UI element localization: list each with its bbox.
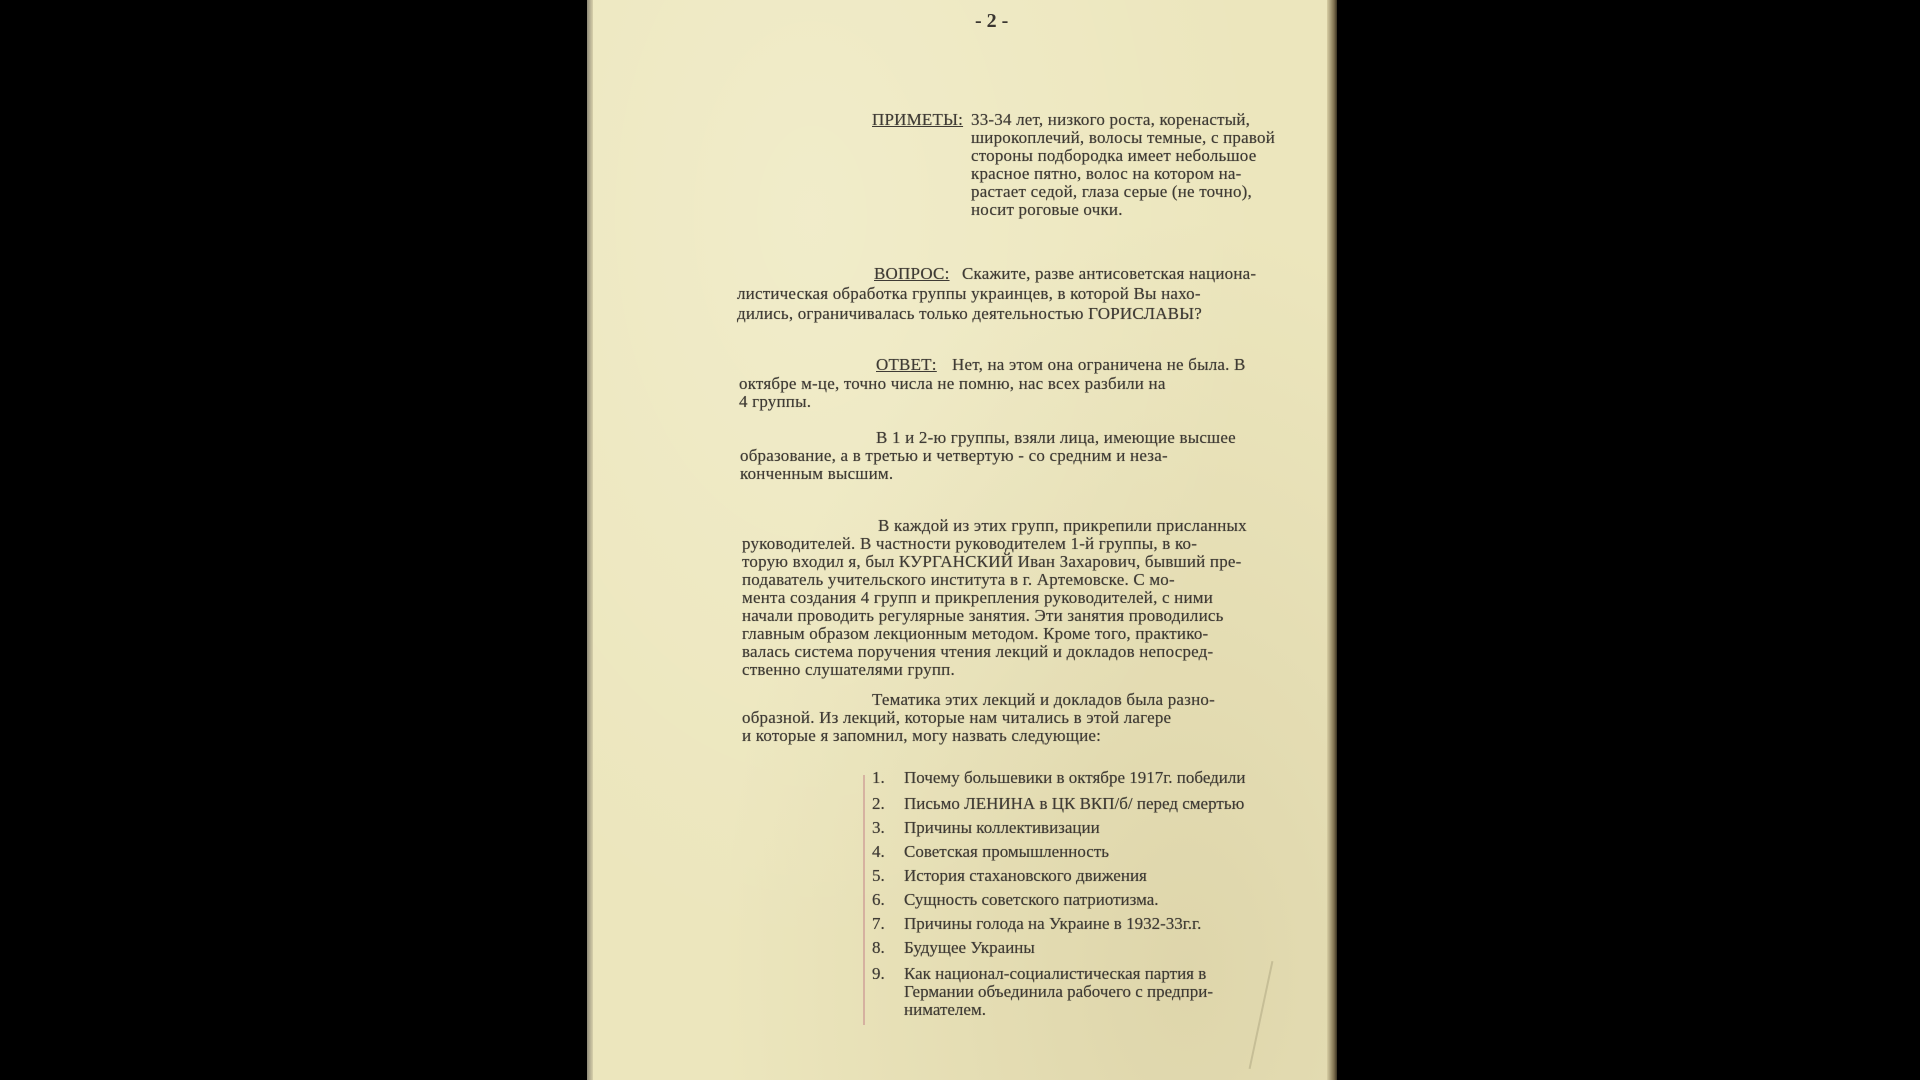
paragraph-line: начали проводить регулярные занятия. Эти занятия проводились (742, 606, 1224, 625)
answer-line: Нет, на этом она ограничена не была. В (952, 355, 1246, 374)
list-text: Причины голода на Украине в 1932-33г.г. (904, 914, 1202, 933)
answer-line: 4 группы. (739, 392, 812, 411)
answer-label: ОТВЕТ: (876, 355, 937, 374)
paragraph-line: руководителей. В частности руководителем 1-й группы, в ко- (742, 534, 1198, 553)
list-text: нимателем. (904, 1000, 986, 1019)
page-left-edge (587, 0, 593, 1080)
paragraph-line: образной. Из лекций, которые нам читались в этой лагере (742, 708, 1172, 727)
description-line: широкоплечий, волосы темные, с правой (971, 128, 1275, 147)
paragraph-line: мента создания 4 групп и прикрепления руководителей, с ними (742, 588, 1214, 607)
list-number: 5. (872, 866, 885, 885)
paragraph-line: главным образом лекционным методом. Кроме того, практико- (742, 624, 1209, 643)
description-line: красное пятно, волос на котором на- (971, 164, 1242, 183)
list-text: Как национал-социалистическая партия в (904, 964, 1207, 983)
list-number: 8. (872, 938, 885, 957)
description-line: 33-34 лет, низкого роста, коренастый, (971, 110, 1251, 129)
list-number: 2. (872, 794, 885, 813)
question-line: дились, ограничивалась только деятельностью ГОРИСЛАВЫ? (737, 304, 1202, 323)
answer-line: октябре м-це, точно числа не помню, нас всех разбили на (739, 374, 1166, 393)
paragraph-line: конченным высшим. (740, 464, 894, 483)
paragraph-line: подаватель учительского института в г. Артемовске. С мо- (742, 570, 1175, 589)
lecture-list-item (872, 982, 1213, 1002)
question-label: ВОПРОС: (874, 264, 950, 283)
lecture-list-item (872, 938, 1035, 958)
description-line: стороны подбородка имеет небольшое (971, 146, 1257, 165)
question-line: листическая обработка группы украинцев, в которой Вы нахо- (737, 284, 1201, 303)
margin-pencil-line (863, 775, 865, 1025)
list-number: 9. (872, 964, 885, 983)
lecture-list-item (872, 794, 1244, 814)
list-number: 7. (872, 914, 885, 933)
paragraph-line: Тематика этих лекций и докладов была разно- (872, 690, 1215, 709)
list-number: 1. (872, 768, 885, 787)
question-line: Скажите, разве антисоветская национа- (962, 264, 1257, 283)
list-text: Будущее Украины (904, 938, 1035, 957)
lecture-list-item (872, 890, 1159, 910)
description-line: растает седой, глаза серые (не точно), (971, 182, 1252, 201)
list-number: 3. (872, 818, 885, 837)
page-number: - 2 - (975, 10, 1009, 32)
paragraph-line: и которые я запомнил, могу назвать следующие: (742, 726, 1102, 745)
list-text: Причины коллективизации (904, 818, 1100, 837)
paragraph-line: валась система поручения чтения лекций и докладов непосред- (742, 642, 1214, 661)
list-text: История стахановского движения (904, 866, 1147, 885)
paragraph-line: В 1 и 2-ю группы, взяли лица, имеющие высшее (876, 428, 1236, 447)
description-line: носит роговые очки. (971, 200, 1123, 219)
paragraph-line: ственно слушателями групп. (742, 660, 955, 679)
lecture-list-item (872, 914, 1201, 934)
lecture-list-item (872, 842, 1109, 862)
page-right-edge (1327, 0, 1337, 1080)
list-text: Сущность советского патриотизма. (904, 890, 1159, 909)
list-number: 6. (872, 890, 885, 909)
list-number: 4. (872, 842, 885, 861)
paragraph-line: торую входил я, был КУРГАНСКИЙ Иван Захарович, бывший пре- (742, 552, 1242, 571)
lecture-list-item (872, 866, 1147, 886)
paragraph-line: образование, а в третью и четвертую - со средним и неза- (740, 446, 1168, 465)
paragraph-line: В каждой из этих групп, прикрепили присланных (878, 516, 1247, 535)
lecture-list-item (872, 964, 1206, 984)
description-heading: ПРИМЕТЫ: (872, 110, 964, 129)
list-text: Советская промышленность (904, 842, 1110, 861)
list-text: Почему большевики в октябре 1917г. победили (904, 768, 1246, 787)
list-text: Письмо ЛЕНИНА в ЦК ВКП/б/ перед смертью (904, 794, 1245, 813)
lecture-list-item (872, 818, 1100, 838)
lecture-list-item (872, 1000, 986, 1020)
list-text: Германии объединила рабочего с предпри- (904, 982, 1213, 1001)
lecture-list-item (872, 768, 1245, 788)
